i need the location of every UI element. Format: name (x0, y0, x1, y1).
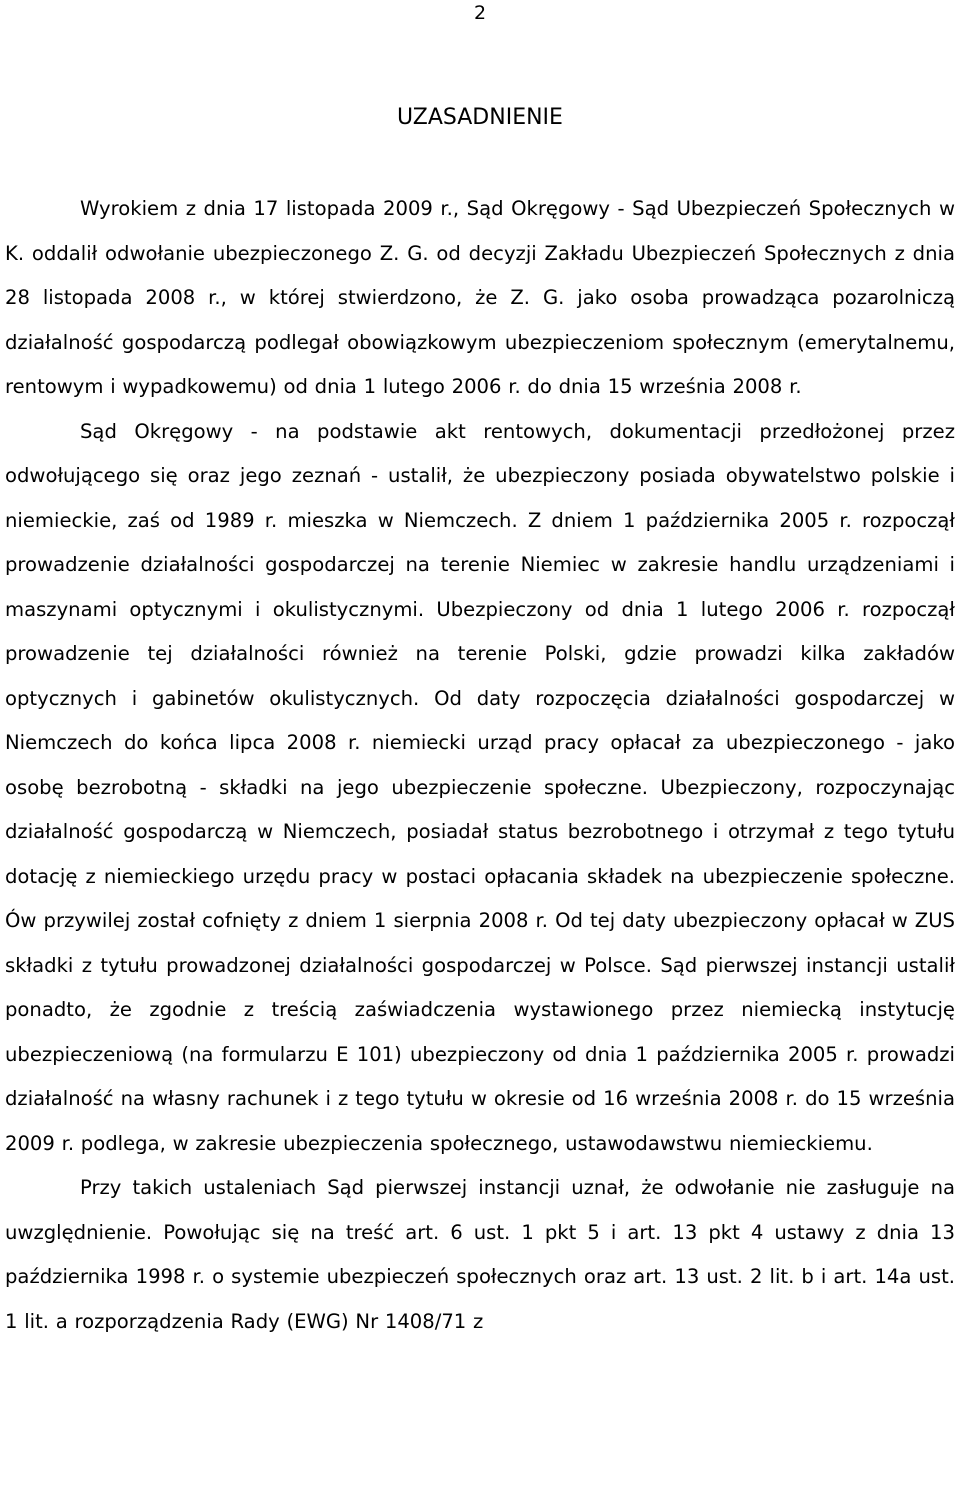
page-number: 2 (473, 2, 487, 24)
document-body (5, 187, 955, 1344)
paragraph-facts: Sąd Okręgowy - na podstawie akt rentowych, dokumentacji przedłożonej przez odwołującego się oraz jego zeznań - ustalił, że ubezpieczony posiada obywatelstwo polskie i niemieckie, zaś od 1989 r. mieszka w Niemczech. Z dniem 1 października 2005 r. rozpoczął prowadzenie działalności gospodarczej na terenie Niemiec w zakresie handlu urządzeniami i maszynami optycznymi i okulistycznymi. Ubezpieczony od dnia 1 lutego 2006 r. rozpoczął prowadzenie tej działalności również na terenie Polski, gdzie prowadzi kilka zakładów optycznych i gabinetów okulistycznych. Od daty rozpoczęcia działalności gospodarczej w Niemczech do końca lipca 2008 r. niemiecki urząd pracy opłacał za ubezpieczonego - jako osobę bezrobotną - składki na jego ubezpieczenie społeczne. Ubezpieczony, rozpoczynając działalność gospodarczą w Niemczech, posiadał status bezrobotnego i otrzymał z tego tytułu dotację z niemieckiego urzędu pracy w postaci opłacania składek na ubezpieczenie społeczne. Ów przywilej został cofnięty z dniem 1 sierpnia 2008 r. Od tej daty ubezpieczony opłacał w ZUS składki z tytułu prowadzonej działalności gospodarczej w Polsce. Sąd pierwszej instancji ustalił ponadto, że zgodnie z treścią zaświadczenia wystawionego przez niemiecką instytucję ubezpieczeniową (na formularzu E 101) ubezpieczony od dnia 1 października 2005 r. prowadzi działalność na własny rachunek i z tego tytułu w okresie od 16 września 2008 r. do 15 września 2009 r. podlega, w zakresie ubezpieczenia społecznego, ustawodawstwu niemieckiemu. (5, 419, 955, 1155)
document-title: UZASADNIENIE (397, 105, 563, 130)
paragraph-judgment-summary: Wyrokiem z dnia 17 listopada 2009 r., Sąd Okręgowy - Sąd Ubezpieczeń Społecznych w K. oddalił odwołanie ubezpieczonego Z. G. od decyzji Zakładu Ubezpieczeń Społecznych z dnia 28 listopada 2008 r., w której stwierdzono, że Z. G. jako osoba prowadząca pozarolniczą działalność gospodarczą podlegał obowiązkowym ubezpieczeniom społecznym (emerytalnemu, rentowym i wypadkowemu) od dnia 1 lutego 2006 r. do dnia 15 września 2008 r. (5, 197, 955, 398)
paragraph-legal-assessment: Przy takich ustaleniach Sąd pierwszej instancji uznał, że odwołanie nie zasługuje na uwzględnienie. Powołując się na treść art. 6 ust. 1 pkt 5 i art. 13 pkt 4 ustawy z dnia 13 października 1998 r. o systemie ubezpieczeń społecznych oraz art. 13 ust. 2 lit. b i art. 14a ust. 1 lit. a rozporządzenia Rady (EWG) Nr 1408/71 z (5, 1176, 955, 1333)
